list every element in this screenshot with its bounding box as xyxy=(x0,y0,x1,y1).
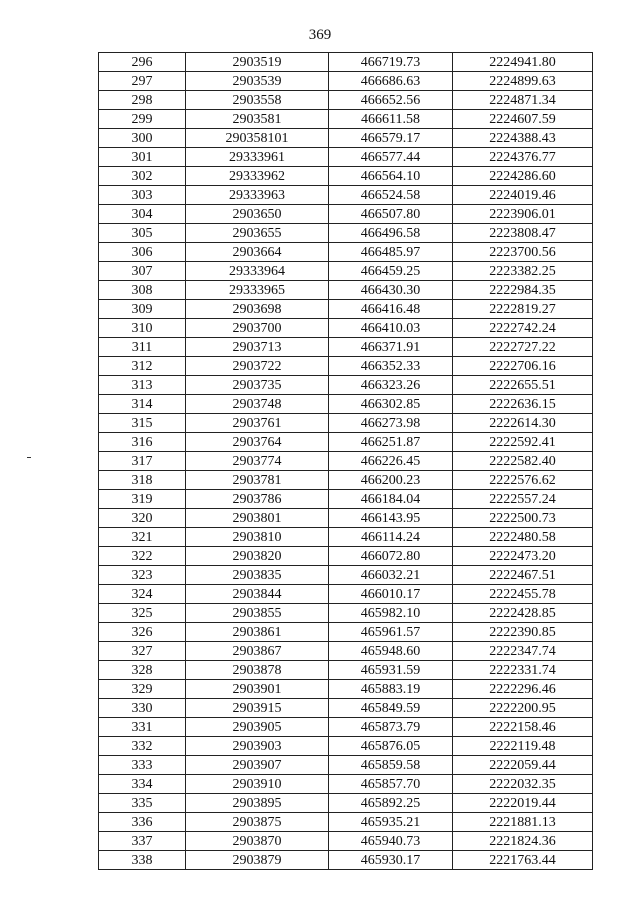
x-coordinate-cell: 466226.45 xyxy=(329,452,453,471)
table-row xyxy=(99,851,593,870)
x-coordinate-cell: 466302.85 xyxy=(329,395,453,414)
point-id-cell: 2903519 xyxy=(186,53,329,72)
x-coordinate-cell: 466496.58 xyxy=(329,224,453,243)
x-coordinate-cell: 466524.58 xyxy=(329,186,453,205)
x-coordinate-cell: 465883.19 xyxy=(329,680,453,699)
y-coordinate-cell: 2222576.62 xyxy=(453,471,593,490)
point-number-cell: 326 xyxy=(99,623,186,642)
point-id-cell: 2903915 xyxy=(186,699,329,718)
point-number-cell: 325 xyxy=(99,604,186,623)
table-row xyxy=(99,566,593,585)
point-id-cell: 2903664 xyxy=(186,243,329,262)
y-coordinate-cell: 2222592.41 xyxy=(453,433,593,452)
x-coordinate-cell: 466577.44 xyxy=(329,148,453,167)
table-row xyxy=(99,623,593,642)
point-id-cell: 2903774 xyxy=(186,452,329,471)
table-row xyxy=(99,642,593,661)
point-number-cell: 312 xyxy=(99,357,186,376)
y-coordinate-cell: 2223382.25 xyxy=(453,262,593,281)
x-coordinate-cell: 466430.30 xyxy=(329,281,453,300)
point-id-cell: 29333963 xyxy=(186,186,329,205)
point-id-cell: 2903879 xyxy=(186,851,329,870)
point-number-cell: 297 xyxy=(99,72,186,91)
x-coordinate-cell: 466459.25 xyxy=(329,262,453,281)
point-id-cell: 2903581 xyxy=(186,110,329,129)
point-id-cell: 2903867 xyxy=(186,642,329,661)
point-number-cell: 334 xyxy=(99,775,186,794)
y-coordinate-cell: 2222119.48 xyxy=(453,737,593,756)
table-row xyxy=(99,167,593,186)
point-id-cell: 29333961 xyxy=(186,148,329,167)
table-row xyxy=(99,471,593,490)
x-coordinate-cell: 465873.79 xyxy=(329,718,453,737)
table-row xyxy=(99,110,593,129)
point-number-cell: 337 xyxy=(99,832,186,851)
x-coordinate-cell: 466371.91 xyxy=(329,338,453,357)
table-row xyxy=(99,547,593,566)
point-number-cell: 332 xyxy=(99,737,186,756)
y-coordinate-cell: 2222984.35 xyxy=(453,281,593,300)
point-number-cell: 335 xyxy=(99,794,186,813)
y-coordinate-cell: 2222158.46 xyxy=(453,718,593,737)
point-number-cell: 336 xyxy=(99,813,186,832)
table-row xyxy=(99,661,593,680)
table-row xyxy=(99,300,593,319)
point-id-cell: 2903810 xyxy=(186,528,329,547)
point-number-cell: 306 xyxy=(99,243,186,262)
table-row xyxy=(99,338,593,357)
point-number-cell: 330 xyxy=(99,699,186,718)
y-coordinate-cell: 2222032.35 xyxy=(453,775,593,794)
y-coordinate-cell: 2224899.63 xyxy=(453,72,593,91)
point-id-cell: 2903878 xyxy=(186,661,329,680)
point-id-cell: 2903722 xyxy=(186,357,329,376)
y-coordinate-cell: 2223700.56 xyxy=(453,243,593,262)
y-coordinate-cell: 2224871.34 xyxy=(453,91,593,110)
point-id-cell: 2903835 xyxy=(186,566,329,585)
point-id-cell: 2903558 xyxy=(186,91,329,110)
x-coordinate-cell: 466507.80 xyxy=(329,205,453,224)
point-number-cell: 318 xyxy=(99,471,186,490)
point-id-cell: 2903861 xyxy=(186,623,329,642)
point-id-cell: 2903761 xyxy=(186,414,329,433)
point-number-cell: 317 xyxy=(99,452,186,471)
point-id-cell: 2903764 xyxy=(186,433,329,452)
x-coordinate-cell: 466184.04 xyxy=(329,490,453,509)
y-coordinate-cell: 2224376.77 xyxy=(453,148,593,167)
table-row xyxy=(99,395,593,414)
point-id-cell: 2903713 xyxy=(186,338,329,357)
table-row xyxy=(99,262,593,281)
point-number-cell: 333 xyxy=(99,756,186,775)
table-row xyxy=(99,452,593,471)
table-row xyxy=(99,224,593,243)
point-number-cell: 323 xyxy=(99,566,186,585)
y-coordinate-cell: 2222200.95 xyxy=(453,699,593,718)
x-coordinate-cell: 466686.63 xyxy=(329,72,453,91)
y-coordinate-cell: 2222347.74 xyxy=(453,642,593,661)
x-coordinate-cell: 466719.73 xyxy=(329,53,453,72)
y-coordinate-cell: 2223808.47 xyxy=(453,224,593,243)
point-id-cell: 2903539 xyxy=(186,72,329,91)
table-row xyxy=(99,148,593,167)
x-coordinate-cell: 465892.25 xyxy=(329,794,453,813)
y-coordinate-cell: 2221881.13 xyxy=(453,813,593,832)
point-id-cell: 2903735 xyxy=(186,376,329,395)
point-number-cell: 298 xyxy=(99,91,186,110)
x-coordinate-cell: 466200.23 xyxy=(329,471,453,490)
x-coordinate-cell: 466611.58 xyxy=(329,110,453,129)
y-coordinate-cell: 2224941.80 xyxy=(453,53,593,72)
table-row xyxy=(99,72,593,91)
point-id-cell: 2903781 xyxy=(186,471,329,490)
table-row xyxy=(99,91,593,110)
page-number: 369 xyxy=(308,27,332,43)
coordinates-table xyxy=(98,52,593,870)
table-row xyxy=(99,53,593,72)
y-coordinate-cell: 2224286.60 xyxy=(453,167,593,186)
point-number-cell: 310 xyxy=(99,319,186,338)
point-id-cell: 2903748 xyxy=(186,395,329,414)
y-coordinate-cell: 2222467.51 xyxy=(453,566,593,585)
y-coordinate-cell: 2222742.24 xyxy=(453,319,593,338)
x-coordinate-cell: 466652.56 xyxy=(329,91,453,110)
table-row xyxy=(99,794,593,813)
y-coordinate-cell: 2221763.44 xyxy=(453,851,593,870)
y-coordinate-cell: 2222819.27 xyxy=(453,300,593,319)
x-coordinate-cell: 466579.17 xyxy=(329,129,453,148)
x-coordinate-cell: 466143.95 xyxy=(329,509,453,528)
x-coordinate-cell: 465935.21 xyxy=(329,813,453,832)
point-id-cell: 2903870 xyxy=(186,832,329,851)
table-row xyxy=(99,813,593,832)
y-coordinate-cell: 2222582.40 xyxy=(453,452,593,471)
point-number-cell: 328 xyxy=(99,661,186,680)
point-number-cell: 319 xyxy=(99,490,186,509)
point-id-cell: 2903801 xyxy=(186,509,329,528)
x-coordinate-cell: 466010.17 xyxy=(329,585,453,604)
point-id-cell: 2903895 xyxy=(186,794,329,813)
point-number-cell: 315 xyxy=(99,414,186,433)
point-id-cell: 2903910 xyxy=(186,775,329,794)
table-row xyxy=(99,281,593,300)
point-id-cell: 2903875 xyxy=(186,813,329,832)
x-coordinate-cell: 466072.80 xyxy=(329,547,453,566)
table-row xyxy=(99,699,593,718)
table-row xyxy=(99,319,593,338)
table-row xyxy=(99,186,593,205)
point-id-cell: 290358101 xyxy=(186,129,329,148)
y-coordinate-cell: 2221824.36 xyxy=(453,832,593,851)
point-id-cell: 29333962 xyxy=(186,167,329,186)
point-number-cell: 300 xyxy=(99,129,186,148)
point-number-cell: 321 xyxy=(99,528,186,547)
point-id-cell: 2903907 xyxy=(186,756,329,775)
x-coordinate-cell: 466416.48 xyxy=(329,300,453,319)
y-coordinate-cell: 2222636.15 xyxy=(453,395,593,414)
x-coordinate-cell: 465982.10 xyxy=(329,604,453,623)
point-number-cell: 309 xyxy=(99,300,186,319)
table-row xyxy=(99,756,593,775)
y-coordinate-cell: 2222473.20 xyxy=(453,547,593,566)
x-coordinate-cell: 466114.24 xyxy=(329,528,453,547)
x-coordinate-cell: 465961.57 xyxy=(329,623,453,642)
point-id-cell: 2903905 xyxy=(186,718,329,737)
table-row xyxy=(99,357,593,376)
y-coordinate-cell: 2222706.16 xyxy=(453,357,593,376)
point-number-cell: 301 xyxy=(99,148,186,167)
table-row xyxy=(99,737,593,756)
y-coordinate-cell: 2224607.59 xyxy=(453,110,593,129)
point-number-cell: 320 xyxy=(99,509,186,528)
point-number-cell: 308 xyxy=(99,281,186,300)
x-coordinate-cell: 465859.58 xyxy=(329,756,453,775)
x-coordinate-cell: 466564.10 xyxy=(329,167,453,186)
point-number-cell: 329 xyxy=(99,680,186,699)
point-number-cell: 314 xyxy=(99,395,186,414)
y-coordinate-cell: 2222428.85 xyxy=(453,604,593,623)
point-number-cell: 313 xyxy=(99,376,186,395)
point-number-cell: 305 xyxy=(99,224,186,243)
y-coordinate-cell: 2222500.73 xyxy=(453,509,593,528)
point-id-cell: 29333965 xyxy=(186,281,329,300)
point-number-cell: 324 xyxy=(99,585,186,604)
table-row xyxy=(99,129,593,148)
y-coordinate-cell: 2223906.01 xyxy=(453,205,593,224)
table-row xyxy=(99,376,593,395)
table-row xyxy=(99,528,593,547)
y-coordinate-cell: 2222727.22 xyxy=(453,338,593,357)
point-number-cell: 296 xyxy=(99,53,186,72)
y-coordinate-cell: 2222480.58 xyxy=(453,528,593,547)
table-row xyxy=(99,680,593,699)
point-number-cell: 299 xyxy=(99,110,186,129)
table-row xyxy=(99,433,593,452)
point-number-cell: 322 xyxy=(99,547,186,566)
table-row xyxy=(99,243,593,262)
table-row xyxy=(99,414,593,433)
point-number-cell: 311 xyxy=(99,338,186,357)
x-coordinate-cell: 466485.97 xyxy=(329,243,453,262)
table-row xyxy=(99,718,593,737)
table-row xyxy=(99,490,593,509)
x-coordinate-cell: 466032.21 xyxy=(329,566,453,585)
point-id-cell: 2903786 xyxy=(186,490,329,509)
point-number-cell: 327 xyxy=(99,642,186,661)
x-coordinate-cell: 466251.87 xyxy=(329,433,453,452)
point-number-cell: 304 xyxy=(99,205,186,224)
x-coordinate-cell: 465931.59 xyxy=(329,661,453,680)
y-coordinate-cell: 2222614.30 xyxy=(453,414,593,433)
point-id-cell: 2903700 xyxy=(186,319,329,338)
point-number-cell: 302 xyxy=(99,167,186,186)
point-id-cell: 2903698 xyxy=(186,300,329,319)
y-coordinate-cell: 2222655.51 xyxy=(453,376,593,395)
point-id-cell: 2903903 xyxy=(186,737,329,756)
table-row xyxy=(99,832,593,851)
x-coordinate-cell: 466352.33 xyxy=(329,357,453,376)
table-row xyxy=(99,509,593,528)
x-coordinate-cell: 466323.26 xyxy=(329,376,453,395)
point-id-cell: 2903855 xyxy=(186,604,329,623)
y-coordinate-cell: 2222557.24 xyxy=(453,490,593,509)
table-row xyxy=(99,604,593,623)
x-coordinate-cell: 465849.59 xyxy=(329,699,453,718)
x-coordinate-cell: 466410.03 xyxy=(329,319,453,338)
x-coordinate-cell: 466273.98 xyxy=(329,414,453,433)
y-coordinate-cell: 2222331.74 xyxy=(453,661,593,680)
x-coordinate-cell: 465940.73 xyxy=(329,832,453,851)
y-coordinate-cell: 2222296.46 xyxy=(453,680,593,699)
margin-mark xyxy=(27,457,31,458)
point-number-cell: 316 xyxy=(99,433,186,452)
point-number-cell: 338 xyxy=(99,851,186,870)
point-id-cell: 2903844 xyxy=(186,585,329,604)
y-coordinate-cell: 2222455.78 xyxy=(453,585,593,604)
point-number-cell: 307 xyxy=(99,262,186,281)
table-body xyxy=(99,53,593,870)
point-id-cell: 2903650 xyxy=(186,205,329,224)
y-coordinate-cell: 2222019.44 xyxy=(453,794,593,813)
point-number-cell: 331 xyxy=(99,718,186,737)
y-coordinate-cell: 2222059.44 xyxy=(453,756,593,775)
x-coordinate-cell: 465930.17 xyxy=(329,851,453,870)
table-row xyxy=(99,775,593,794)
table-row xyxy=(99,585,593,604)
x-coordinate-cell: 465857.70 xyxy=(329,775,453,794)
x-coordinate-cell: 465948.60 xyxy=(329,642,453,661)
point-id-cell: 29333964 xyxy=(186,262,329,281)
point-id-cell: 2903820 xyxy=(186,547,329,566)
point-id-cell: 2903655 xyxy=(186,224,329,243)
point-number-cell: 303 xyxy=(99,186,186,205)
y-coordinate-cell: 2222390.85 xyxy=(453,623,593,642)
table-row xyxy=(99,205,593,224)
y-coordinate-cell: 2224388.43 xyxy=(453,129,593,148)
y-coordinate-cell: 2224019.46 xyxy=(453,186,593,205)
x-coordinate-cell: 465876.05 xyxy=(329,737,453,756)
point-id-cell: 2903901 xyxy=(186,680,329,699)
